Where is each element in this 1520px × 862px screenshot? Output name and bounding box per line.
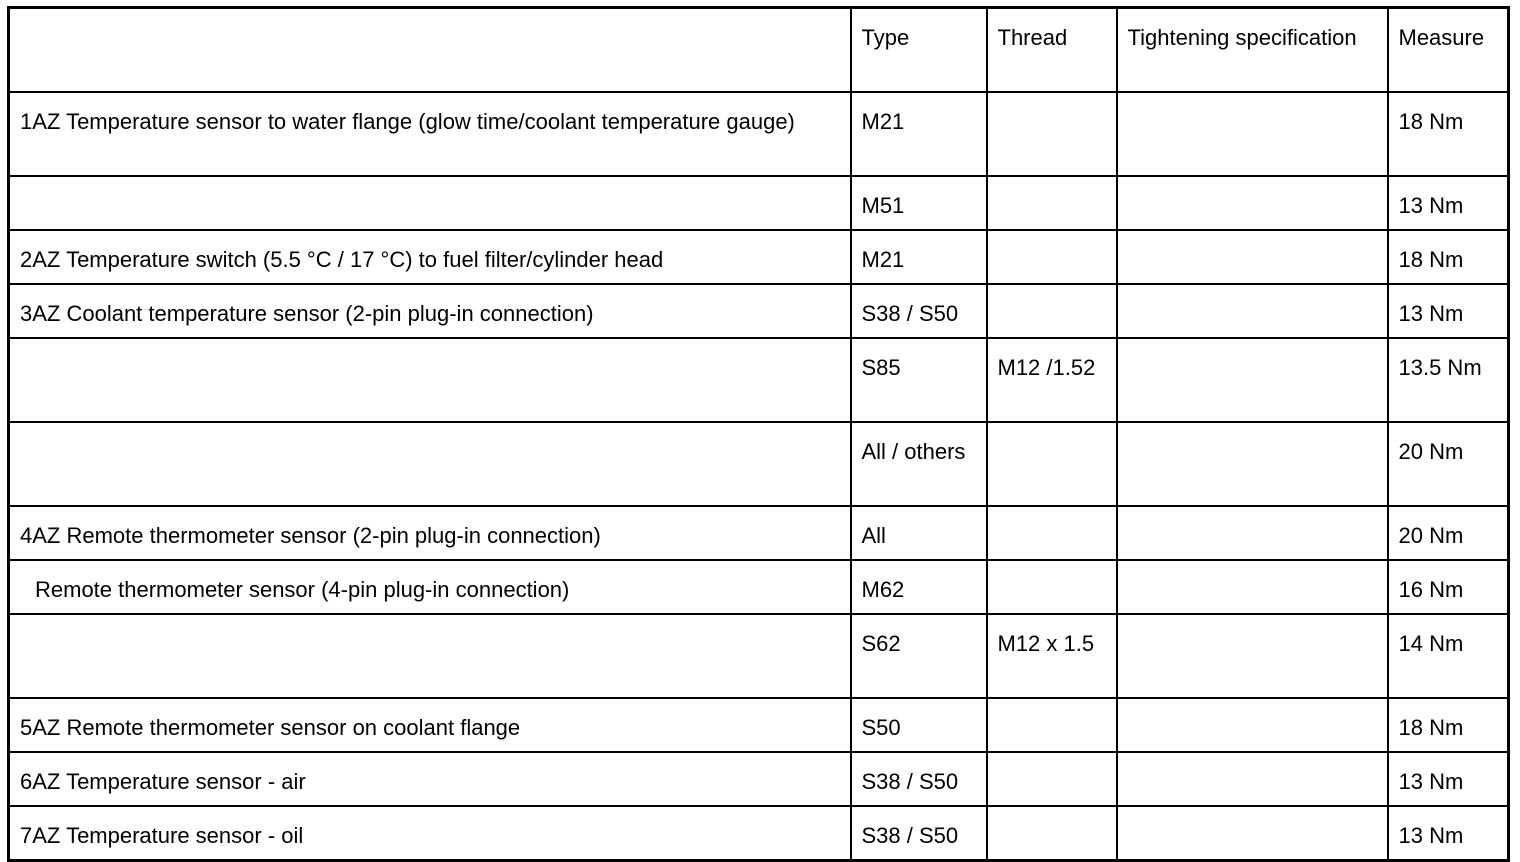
measure-cell: 18 Nm <box>1388 230 1509 284</box>
description-cell: Remote thermometer sensor (4-pin plug-in connection) <box>9 560 851 614</box>
thread-cell <box>987 230 1117 284</box>
measure-cell: 13 Nm <box>1388 752 1509 806</box>
tightening-cell <box>1117 698 1388 752</box>
tightening-cell <box>1117 422 1388 506</box>
thread-cell: M12 x 1.5 <box>987 614 1117 698</box>
description-cell <box>9 338 851 422</box>
thread-cell <box>987 92 1117 176</box>
description-cell: 1AZ Temperature sensor to water flange (glow time/coolant temperature gauge) <box>9 92 851 176</box>
table-row <box>9 698 1509 752</box>
thread-cell <box>987 806 1117 861</box>
description-cell <box>9 422 851 506</box>
description-cell: 6AZ Temperature sensor - air <box>9 752 851 806</box>
table-row <box>9 506 1509 560</box>
header-description-cell <box>9 8 851 92</box>
table-row <box>9 752 1509 806</box>
measure-cell: 13 Nm <box>1388 176 1509 230</box>
header-tightening-cell: Tightening specification <box>1117 8 1388 92</box>
measure-cell: 18 Nm <box>1388 698 1509 752</box>
thread-cell <box>987 506 1117 560</box>
thread-cell <box>987 422 1117 506</box>
measure-cell: 13 Nm <box>1388 806 1509 861</box>
measure-cell: 20 Nm <box>1388 506 1509 560</box>
thread-cell <box>987 176 1117 230</box>
table-row <box>9 230 1509 284</box>
measure-cell: 18 Nm <box>1388 92 1509 176</box>
thread-cell <box>987 560 1117 614</box>
description-cell: 2AZ Temperature switch (5.5 °C / 17 °C) to fuel filter/cylinder head <box>9 230 851 284</box>
measure-cell: 14 Nm <box>1388 614 1509 698</box>
table-row <box>9 284 1509 338</box>
description-cell <box>9 614 851 698</box>
type-cell: S38 / S50 <box>851 284 987 338</box>
tightening-cell <box>1117 506 1388 560</box>
header-row <box>9 8 1509 92</box>
table-row <box>9 614 1509 698</box>
header-thread-cell: Thread <box>987 8 1117 92</box>
tightening-cell <box>1117 284 1388 338</box>
thread-cell <box>987 698 1117 752</box>
table-row <box>9 422 1509 506</box>
description-cell: 7AZ Temperature sensor - oil <box>9 806 851 861</box>
type-cell: M62 <box>851 560 987 614</box>
type-cell: S38 / S50 <box>851 752 987 806</box>
table-row <box>9 176 1509 230</box>
description-cell: 4AZ Remote thermometer sensor (2-pin plug-in connection) <box>9 506 851 560</box>
type-cell: M21 <box>851 92 987 176</box>
tightening-spec-table <box>7 6 1510 862</box>
measure-cell: 16 Nm <box>1388 560 1509 614</box>
header-type-cell: Type <box>851 8 987 92</box>
thread-cell <box>987 284 1117 338</box>
tightening-cell <box>1117 92 1388 176</box>
table-row <box>9 92 1509 176</box>
tightening-cell <box>1117 560 1388 614</box>
measure-cell: 13.5 Nm <box>1388 338 1509 422</box>
table-row <box>9 806 1509 861</box>
tightening-cell <box>1117 614 1388 698</box>
header-measure-cell: Measure <box>1388 8 1509 92</box>
table-row <box>9 338 1509 422</box>
type-cell: S38 / S50 <box>851 806 987 861</box>
type-cell: S62 <box>851 614 987 698</box>
thread-cell <box>987 752 1117 806</box>
measure-cell: 20 Nm <box>1388 422 1509 506</box>
type-cell: S85 <box>851 338 987 422</box>
type-cell: All / others <box>851 422 987 506</box>
type-cell: M51 <box>851 176 987 230</box>
table-row <box>9 560 1509 614</box>
description-cell: 5AZ Remote thermometer sensor on coolant flange <box>9 698 851 752</box>
type-cell: M21 <box>851 230 987 284</box>
tightening-cell <box>1117 752 1388 806</box>
tightening-cell <box>1117 230 1388 284</box>
measure-cell: 13 Nm <box>1388 284 1509 338</box>
description-cell: 3AZ Coolant temperature sensor (2-pin plug-in connection) <box>9 284 851 338</box>
type-cell: S50 <box>851 698 987 752</box>
tightening-cell <box>1117 176 1388 230</box>
tightening-cell <box>1117 806 1388 861</box>
type-cell: All <box>851 506 987 560</box>
description-cell <box>9 176 851 230</box>
thread-cell: M12 /1.52 <box>987 338 1117 422</box>
tightening-cell <box>1117 338 1388 422</box>
